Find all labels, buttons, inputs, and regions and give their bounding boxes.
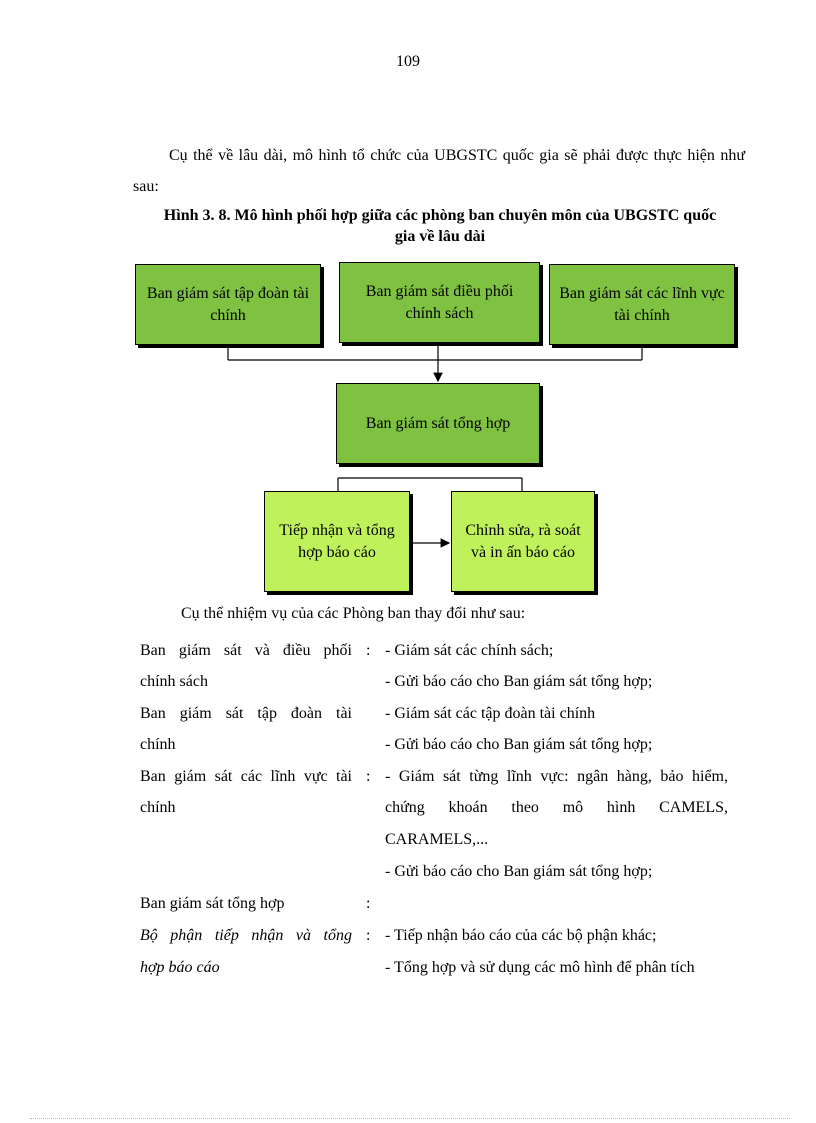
page-number: 109 (396, 53, 420, 70)
task-r4-right: - Gửi báo cáo cho Ban giám sát tổng hợp; (385, 736, 653, 753)
task-r4-left: chính (140, 736, 176, 753)
box-policy-coordination: Ban giám sát điều phối chính sách (339, 262, 540, 343)
task-r8-right: - Gửi báo cáo cho Ban giám sát tổng hợp; (385, 863, 653, 880)
tasks-intro: Cụ thể nhiệm vụ của các Phòng ban thay đổi như sau: (181, 605, 526, 622)
caption-line-1: Hình 3. 8. Mô hình phối hợp giữa các phòng ban chuyên môn của UBGSTC quốc (163, 207, 717, 224)
box-edit-report: Chỉnh sửa, rà soát và in ấn báo cáo (451, 491, 595, 592)
task-r1-colon: : (366, 642, 371, 659)
box-receive-report: Tiếp nhận và tổng hợp báo cáo (264, 491, 410, 592)
task-r7-right: CARAMELS,... (385, 831, 489, 848)
box-general-supervision: Ban giám sát tổng hợp (336, 383, 540, 464)
task-r10-right: - Tiếp nhận báo cáo của các bộ phận khác; (385, 927, 657, 944)
task-r10-colon: : (366, 927, 371, 944)
task-r5-left: Ban giám sát các lĩnh vực tài (140, 768, 352, 785)
page-bottom-border (30, 1118, 790, 1119)
task-r3-right: - Giám sát các tập đoàn tài chính (385, 705, 596, 722)
task-r5-colon: : (366, 768, 371, 785)
task-r10-left: Bộ phận tiếp nhận và tổng (140, 927, 352, 944)
intro-paragraph: Cụ thể về lâu dài, mô hình tổ chức của UBGSTC quốc gia sẽ phải được thực hiện như sau: (133, 147, 745, 195)
box-financial-groups: Ban giám sát tập đoàn tài chính (135, 264, 321, 345)
task-r3-left: Ban giám sát tập đoàn tài (140, 705, 352, 722)
task-r6-right: chứng khoán theo mô hình CAMELS, (385, 799, 728, 816)
box-financial-sectors: Ban giám sát các lĩnh vực tài chính (549, 264, 735, 345)
task-r2-left: chính sách (140, 673, 208, 690)
task-r9-colon: : (366, 895, 371, 912)
task-r5-right: - Giám sát từng lĩnh vực: ngân hàng, bảo hiểm, (385, 768, 728, 785)
task-r6-left: chính (140, 799, 176, 816)
task-r1-left: Ban giám sát và điều phối (140, 642, 352, 659)
task-r11-left: hợp báo cáo (140, 959, 220, 976)
task-r1-right: - Giám sát các chính sách; (385, 642, 554, 659)
caption-line-2: gia về lâu dài (394, 228, 486, 245)
task-r2-right: - Gửi báo cáo cho Ban giám sát tổng hợp; (385, 673, 653, 690)
task-r11-right: - Tổng hợp và sử dụng các mô hình để phân tích (385, 959, 695, 976)
task-r9-left: Ban giám sát tổng hợp (140, 895, 285, 912)
